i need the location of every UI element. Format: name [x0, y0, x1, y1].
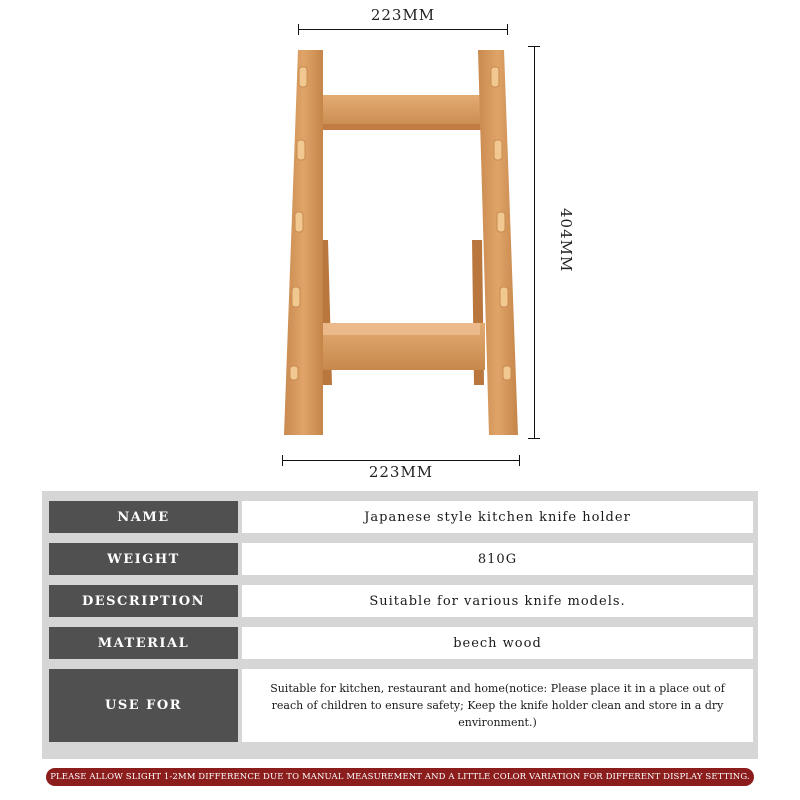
peg-right-5: [503, 366, 511, 380]
spec-label: MATERIAL: [49, 627, 238, 659]
spec-row-name: [49, 501, 753, 533]
measurement-notice: PLEASE ALLOW SLIGHT 1-2MM DIFFERENCE DUE TO MANUAL MEASUREMENT AND A LITTLE COLOR VARIATION FOR DIFFERENT DISPLAY SETTING.: [46, 768, 754, 786]
top-width-tick-right: [507, 24, 508, 35]
bottom-width-line: [282, 460, 520, 461]
top-width-tick-left: [298, 24, 299, 35]
peg-left-3: [295, 212, 303, 232]
peg-left-1: [299, 67, 307, 87]
peg-right-4: [500, 287, 508, 307]
spec-label: USE FOR: [49, 669, 238, 742]
spec-label: NAME: [49, 501, 238, 533]
spec-label: WEIGHT: [49, 543, 238, 575]
top-width-line: [298, 29, 508, 30]
spec-value: Suitable for various knife models.: [242, 585, 753, 617]
spec-table: [42, 491, 758, 759]
spec-value: Suitable for kitchen, restaurant and home(notice: Please place it in a place out of reach of children to ensure safety; Keep the knife holder clean and store in a dry environment.): [242, 669, 753, 742]
spec-row-weight: [49, 543, 753, 575]
top-width-label: 223MM: [370, 6, 436, 24]
spec-label: DESCRIPTION: [49, 585, 238, 617]
right-upright: [478, 50, 518, 435]
knife-holder-image: [270, 40, 530, 445]
spec-value: beech wood: [242, 627, 753, 659]
peg-right-1: [491, 67, 499, 87]
bottom-crossbar-top: [322, 323, 480, 335]
peg-left-2: [297, 140, 305, 160]
peg-right-2: [494, 140, 502, 160]
spec-row-use-for: [49, 669, 753, 742]
top-crossbar-shadow: [320, 124, 482, 130]
peg-left-5: [290, 366, 298, 380]
spec-row-description: [49, 585, 753, 617]
spec-value: Japanese style kitchen knife holder: [242, 501, 753, 533]
spec-row-material: [49, 627, 753, 659]
height-label: 404MM: [557, 207, 575, 273]
bottom-width-label: 223MM: [368, 463, 434, 481]
peg-right-3: [497, 212, 505, 232]
peg-left-4: [292, 287, 300, 307]
height-line: [534, 46, 535, 438]
spec-value: 810G: [242, 543, 753, 575]
